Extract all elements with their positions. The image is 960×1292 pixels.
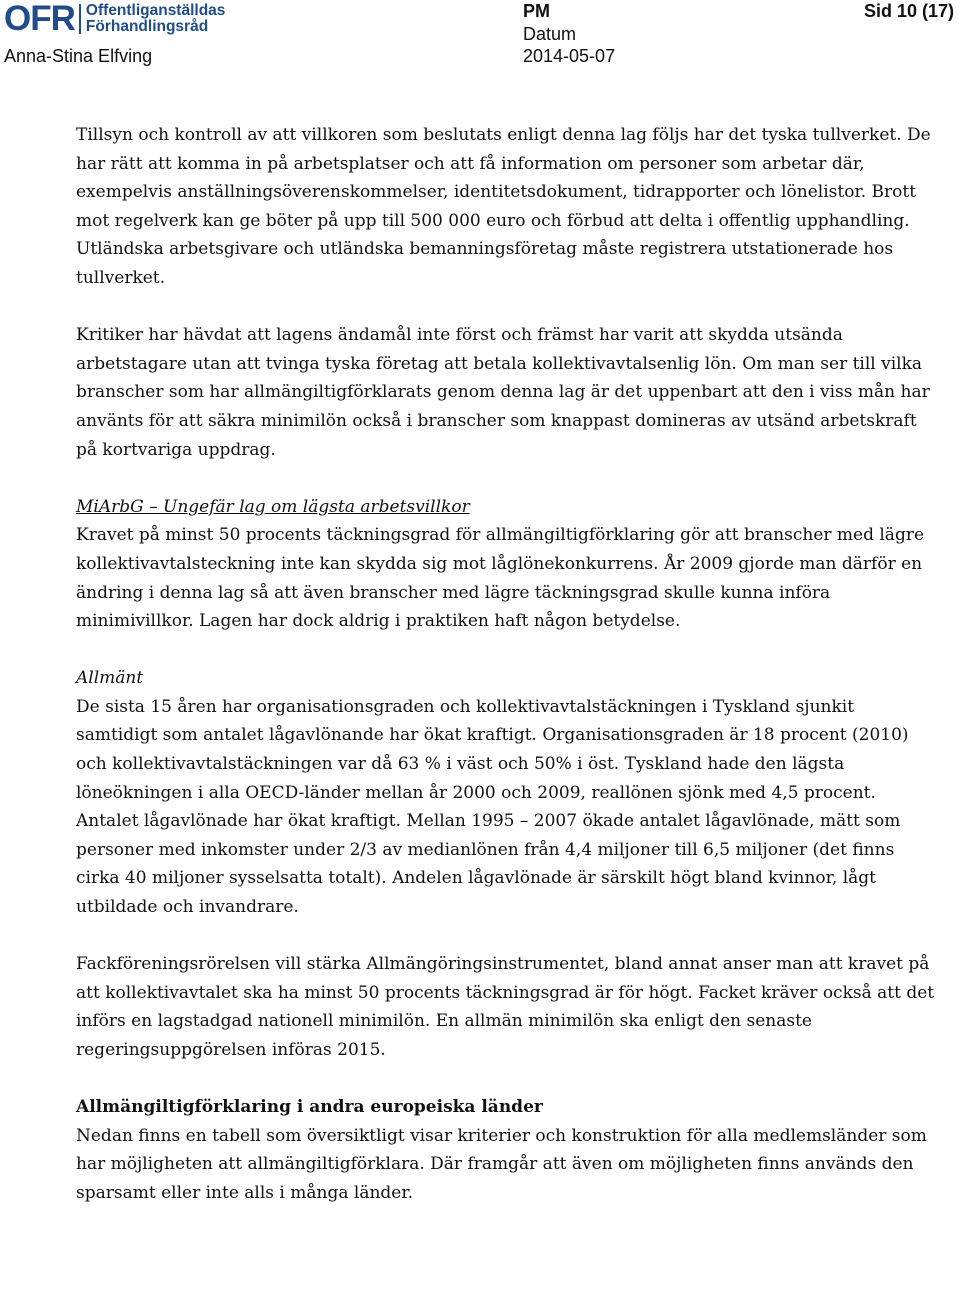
paragraph-fackforeningsrorelsen: Fackföreningsrörelsen vill stärka Allmängöringsinstrumentet, bland annat anser man att kravet på att kollektivavtalet ska ha minst 50 procents täckningsgrad är för högt. Facket kräver också att det införs en lagstadgad nationell minimilön. En allmän minimilön ska enligt den senaste regeringsuppgörelsen införas 2015. [76, 954, 935, 1060]
page-number: Sid 10 (17) [863, 1, 954, 21]
document-body [76, 121, 936, 1236]
paragraph-organisationsgrad: De sista 15 åren har organisationsgraden och kollektivavtalstäckningen i Tyskland sjunkit samtidigt som antalet lågavlönande har ökat kraftigt. Organisationsgraden är 18 procent (2010) och kollektivavtalstäckningen var då 63 % i väst och 50% i öst. Tyskland hade den lägsta löneökningen i alla OECD-länder mellan år 2000 och 2009, reallönen sjönk med 4,5 procent. Antalet lågavlönade har ökat kraftigt. Mellan 1995 – 2007 ökade antalet lågavlönade, mätt som personer med inkomster under 2/3 av medianlönen från 4,4 miljoner till 6,5 miljoner (det finns cirka 40 miljoner sysselsatta totalt). Andelen lågavlönade är särskilt högt bland kvinnor, lågt utbildade och invandrare. [76, 696, 909, 918]
document-type: PM [523, 1, 550, 21]
logo-line-2: Förhandlingsråd [85, 18, 209, 35]
heading-andra-lander: Allmängiltigförklaring i andra europeiska länder [76, 1097, 543, 1118]
paragraph-tabell: Nedan finns en tabell som översiktligt visar kriterier och konstruktion för alla medlemsländer som har möjligheten att allmängiltigförklara. Där framgår att även om möjligheten finns används den sparsamt eller inte alls i många länder. [76, 1125, 927, 1203]
date-label: Datum [523, 24, 577, 44]
logo-line-1: Offentliganställdas [85, 2, 226, 19]
paragraph-kritiker: Kritiker har hävdat att lagens ändamål inte först och främst har varit att skydda utsända arbetstagare utan att tvinga tyska företag att betala kollektivavtalsenlig lön. Om man ser till vilka branscher som har allmängiltigförklarats genom denna lag är det uppenbart att den i viss mån har använts för att säkra minimilön också i branscher som knappast domineras av utsänd arbetskraft på kortvariga uppdrag. [76, 325, 930, 460]
page-header [0, 0, 960, 76]
logo-mark: OFR [4, 0, 75, 38]
heading-miarbg: MiArbG – Ungefär lag om lägsta arbetsvillkor [76, 496, 470, 517]
paragraph-tillsyn: Tillsyn och kontroll av att villkoren som beslutats enligt denna lag följs har det tyska tullverket. De har rätt att komma in på arbetsplatser och att få information om personer som arbetar där, exempelvis anställningsöverenskommelser, identitetsdokument, tidrapporter och lönelistor. Brott mot regelverk kan ge böter på upp till 500 000 euro och förbud att delta i offentlig upphandling. Utländska arbetsgivare och utländska bemanningsföretag måste registrera utstationerade hos tullverket. [76, 125, 931, 288]
section-andra-lander [76, 1093, 936, 1207]
heading-allmant: Allmänt [76, 668, 144, 689]
logo-divider [79, 4, 81, 34]
paragraph-kravet: Kravet på minst 50 procents täckningsgrad för allmängiltigförklaring gör att branscher med lägre kollektivavtalsteckning inte kan skydda sig mot låglönekonkurrens. År 2009 gjorde man därför en ändring i denna lag så att även branscher med lägre täckningsgrad skulle kunna införa minimivillkor. Lagen har dock aldrig i praktiken haft någon betydelse. [76, 525, 925, 632]
date-value: 2014-05-07 [523, 46, 616, 66]
ofr-logo [4, 0, 225, 38]
logo-text [86, 3, 226, 35]
section-miarbg [76, 493, 936, 636]
section-allmant [76, 664, 936, 921]
author-name: Anna-Stina Elfving [4, 46, 153, 66]
